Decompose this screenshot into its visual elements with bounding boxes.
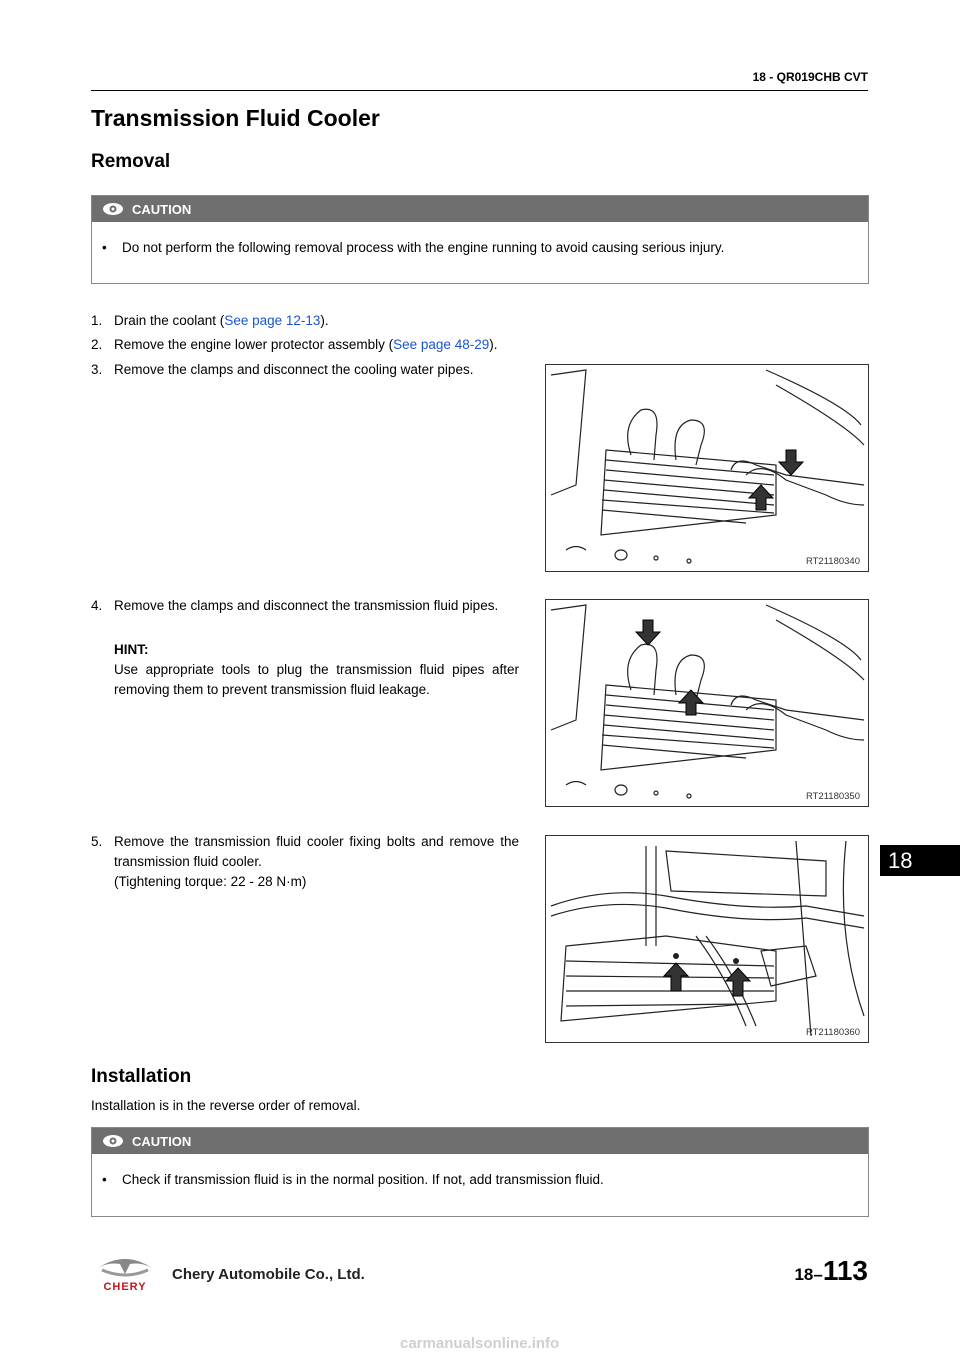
caution-item [92,1154,868,1187]
caution-header [92,196,868,222]
step-number: 4. [91,598,103,613]
page-number [760,1255,868,1287]
step-number: 3. [91,362,103,377]
figure-code: RT21180350 [805,791,860,802]
eye-icon [102,202,124,216]
step-text-end: ). [320,313,329,328]
figure-code: RT21180340 [805,556,860,567]
step-number: 5. [91,834,103,849]
removal-heading: Removal [91,151,171,172]
eye-icon [102,1134,124,1148]
caution-label: CAUTION [132,201,192,217]
figure-fluid-cooler-bolts [545,835,869,1043]
step-text: Remove the clamps and disconnect the transmission fluid pipes. [114,598,499,613]
caution-text: Do not perform the following removal process with the engine running to avoid causing serious injury. [122,240,725,255]
installation-heading: Installation [91,1066,192,1087]
step-number: 2. [91,337,103,352]
page-title: Transmission Fluid Cooler [91,105,380,131]
figure-code: RT21180360 [805,1027,860,1038]
see-page-12-13-link[interactable]: See page 12-13 [224,313,321,328]
caution-header [92,1128,868,1154]
watermark: carmanualsonline.info [400,1335,560,1352]
chery-logo [92,1254,158,1294]
torque-spec: (Tightening torque: 22 - 28 N·m) [114,874,307,889]
installation-caution-box [91,1127,869,1217]
figure-transmission-fluid-pipes [545,599,869,807]
caution-text: Check if transmission fluid is in the normal position. If not, add transmission fluid. [122,1172,604,1187]
chapter-header: 18 - QR019CHB CVT [752,70,868,84]
step-text: Drain the coolant ( [114,313,225,328]
page-number-value: 113 [822,1255,868,1286]
cooler-illustration [546,365,868,571]
cooler-illustration [546,836,868,1042]
caution-label: CAUTION [132,1133,192,1149]
hint-label: HINT: [114,642,149,657]
installation-text: Installation is in the reverse order of removal. [91,1098,361,1113]
removal-caution-box [91,195,869,284]
bullet-icon: • [102,1172,107,1187]
caution-item [92,222,868,255]
header-divider [91,90,868,91]
footer-company: Chery Automobile Co., Ltd. [172,1266,365,1283]
see-page-48-29-link[interactable]: See page 48-29 [393,337,490,352]
hint-text: Use appropriate tools to plug the transmission fluid pipes after removing them to prevent transmission fluid leakage. [114,662,519,697]
svg-text:CHERY: CHERY [103,1281,147,1293]
step-text: Remove the transmission fluid cooler fixing bolts and remove the transmission fluid cooler. [114,834,519,869]
bullet-icon: • [102,240,107,255]
figure-cooling-water-pipes [545,364,869,572]
chapter-side-tab[interactable]: 18 [880,845,960,876]
step-text-end: ). [489,337,498,352]
cooler-illustration [546,600,868,806]
step-text: Remove the clamps and disconnect the cooling water pipes. [114,362,474,377]
page-prefix: 18– [794,1265,823,1284]
step-number: 1. [91,313,103,328]
step-text: Remove the engine lower protector assembly ( [114,337,394,352]
